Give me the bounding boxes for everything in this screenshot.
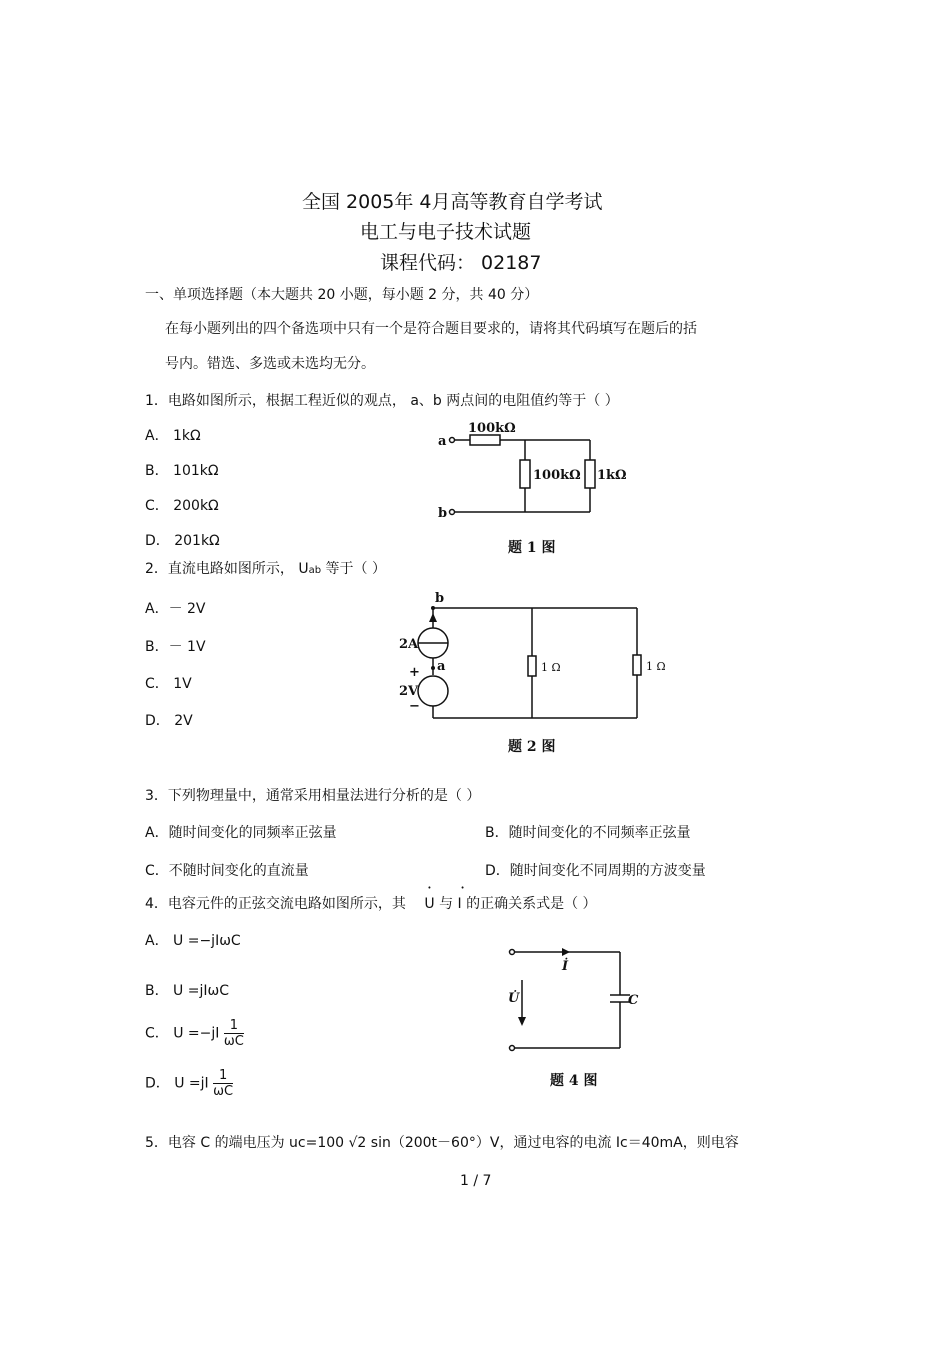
- page-number: 1 / 7: [460, 1173, 492, 1189]
- q4-current-label: İ: [562, 959, 569, 974]
- q1-option-b: B． 101kΩ: [145, 463, 219, 479]
- q4-option-b: B． U =jIωC: [145, 983, 229, 999]
- q3-option-b: B．随时间变化的不同频率正弦量: [485, 825, 691, 841]
- q4-option-c-fraction: $\frac{1}{\omega C}$: [223, 1018, 244, 1049]
- exam-subject: 电工与电子技术试题: [360, 221, 532, 243]
- q4-option-a: A． U =−jIωC: [145, 933, 241, 949]
- q1-r-top: 100kΩ: [468, 421, 516, 436]
- q2-node-b: b: [435, 591, 445, 606]
- q2-plus: +: [409, 665, 420, 680]
- q1-stem: 1．电路如图所示，根据工程近似的观点， a、b 两点间的电阻值约等于（ ）: [145, 393, 619, 409]
- q1-option-a: A． 1kΩ: [145, 428, 201, 444]
- course-code: 课程代码： 02187: [380, 252, 542, 274]
- q1-node-a: a: [438, 434, 447, 449]
- q1-r-mid: 100kΩ: [533, 468, 581, 483]
- q2-option-d: D． 2V: [145, 713, 193, 729]
- instruction-line2: 号内。错选、多选或未选均无分。: [165, 356, 375, 372]
- q1-r-right: 1kΩ: [597, 468, 627, 483]
- q2-option-a: A．－ 2V: [145, 601, 206, 617]
- q4-stem: 4．电容元件的正弦交流电路如图所示，其 • U 与 • I 的正确关系式是（ ）: [145, 893, 597, 913]
- q3-option-d: D．随时间变化不同周期的方波变量: [485, 863, 706, 879]
- q2-r2: 1 Ω: [646, 660, 666, 673]
- q1-node-b: b: [438, 506, 448, 521]
- q2-current-source-label: 2A: [399, 637, 419, 652]
- q2-caption: 题 2 图: [508, 739, 556, 755]
- q2-minus: −: [409, 699, 420, 714]
- q4-caption: 题 4 图: [550, 1073, 598, 1089]
- q2-r1: 1 Ω: [541, 661, 561, 674]
- q4-option-c: C． U =−jI $\frac{1}{\omega C}$: [145, 1018, 244, 1049]
- q2-voltage-source-label: 2V: [399, 684, 419, 699]
- q1-option-c: C． 200kΩ: [145, 498, 219, 514]
- q4-capacitor-label: C: [628, 993, 639, 1008]
- q1-caption: 题 1 图: [508, 540, 556, 556]
- q3-option-a: A．随时间变化的同频率正弦量: [145, 825, 337, 841]
- q3-option-c: C．不随时间变化的直流量: [145, 863, 309, 879]
- q4-circuit-figure: [500, 940, 650, 1060]
- section-heading: 一、单项选择题（本大题共 20 小题，每小题 2 分，共 40 分）: [145, 287, 539, 303]
- exam-title: 全国 2005年 4月高等教育自学考试: [302, 191, 603, 213]
- q3-stem: 3．下列物理量中，通常采用相量法进行分析的是（ ）: [145, 788, 481, 804]
- q2-circuit-figure: [395, 588, 666, 728]
- instruction-line1: 在每小题列出的四个备选项中只有一个是符合题目要求的，请将其代码填写在题后的括: [165, 321, 697, 337]
- q4-voltage-label: U̇: [508, 991, 520, 1006]
- q4-option-d-fraction: $\frac{1}{\omega C}$: [213, 1068, 234, 1099]
- q2-option-c: C． 1V: [145, 676, 192, 692]
- q1-option-d: D． 201kΩ: [145, 533, 220, 549]
- q2-option-b: B．－ 1V: [145, 639, 206, 655]
- q5-stem: 5．电容 C 的端电压为 uc=100 √2 sin（200t－60°）V，通过电容的电流 Ic＝40mA，则电容: [145, 1135, 739, 1151]
- q2-stem: 2．直流电路如图所示， Uab 等于（ ）: [145, 561, 386, 577]
- q2-node-a: a: [437, 659, 446, 674]
- q4-option-d: D． U =jI $\frac{1}{\omega C}$: [145, 1068, 234, 1099]
